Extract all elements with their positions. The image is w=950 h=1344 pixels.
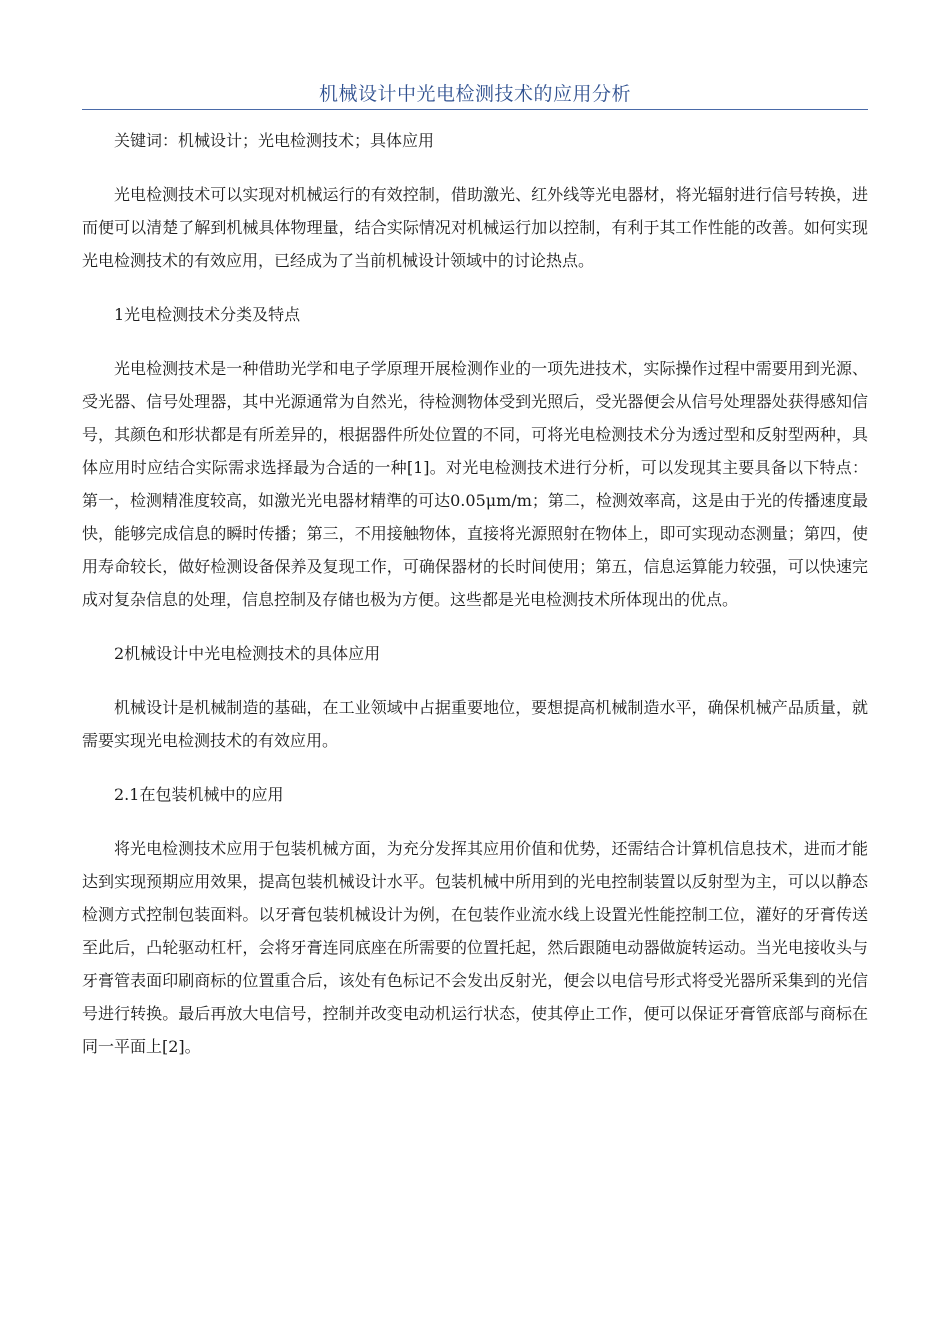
section-2-1-heading: 2.1在包装机械中的应用 bbox=[114, 785, 284, 804]
keywords-line: 关键词：机械设计；光电检测技术；具体应用 bbox=[114, 131, 435, 150]
title-underline bbox=[82, 109, 868, 110]
document-title: 机械设计中光电检测技术的应用分析 bbox=[318, 83, 631, 105]
document-body bbox=[82, 124, 868, 1084]
section-1-paragraph: 光电检测技术是一种借助光学和电子学原理开展检测作业的一项先进技术，实际操作过程中需要用到光源、受光器、信号处理器，其中光源通常为自然光，待检测物体受到光照后，受光器便会从信号处理器处获得感知信号，其颜色和形状都是有所差异的，根据器件所处位置的不同，可将光电检测技术分为透过型和反射型两种，具体应用时应结合实际需求选择最为合适的一种[1]。对光电检测技术进行分析，可以发现其主要具备以下特点：第一，检测精准度较高，如激光光电器材精準的可达0.05μm/m；第二，检测效率高，这是由于光的传播速度最快，能够完成信息的瞬时传播；第三，不用接触物体，直接将光源照射在物体上，即可实现动态测量；第四，使用寿命较长，做好检测设备保养及复现工作，可确保器材的长时间使用；第五，信息运算能力较强，可以快速完成对复杂信息的处理，信息控制及存储也极为方便。这些都是光电检测技术所体现出的优点。 bbox=[82, 359, 868, 609]
section-2-heading: 2机械设计中光电检测技术的具体应用 bbox=[114, 644, 381, 663]
section-2-1-paragraph: 将光电检测技术应用于包装机械方面，为充分发挥其应用价值和优势，还需结合计算机信息技术，进而才能达到实现预期应用效果，提高包装机械设计水平。包装机械中所用到的光电控制装置以反射型为主，可以以静态检测方式控制包装面料。以牙膏包装机械设计为例，在包装作业流水线上设置光性能控制工位，灌好的牙膏传送至此后，凸轮驱动杠杆，会将牙膏连同底座在所需要的位置托起，然后跟随电动器做旋转运动。当光电接收头与牙膏管表面印刷商标的位置重合后，该处有色标记不会发出反射光，便会以电信号形式将受光器所采集到的光信号进行转换。最后再放大电信号，控制并改变电动机运行状态，使其停止工作，便可以保证牙膏管底部与商标在同一平面上[2]。 bbox=[82, 839, 868, 1056]
section-2-paragraph: 机械设计是机械制造的基础，在工业领域中占据重要地位，要想提高机械制造水平，确保机械产品质量，就需要实现光电检测技术的有效应用。 bbox=[82, 698, 868, 750]
intro-paragraph: 光电检测技术可以实现对机械运行的有效控制，借助激光、红外线等光电器材，将光辐射进行信号转换，进而便可以清楚了解到机械具体物理量，结合实际情况对机械运行加以控制，有利于其工作性能的改善。如何实现光电检测技术的有效应用，已经成为了当前机械设计领域中的讨论热点。 bbox=[82, 185, 868, 270]
section-1-heading: 1光电检测技术分类及特点 bbox=[114, 305, 301, 324]
